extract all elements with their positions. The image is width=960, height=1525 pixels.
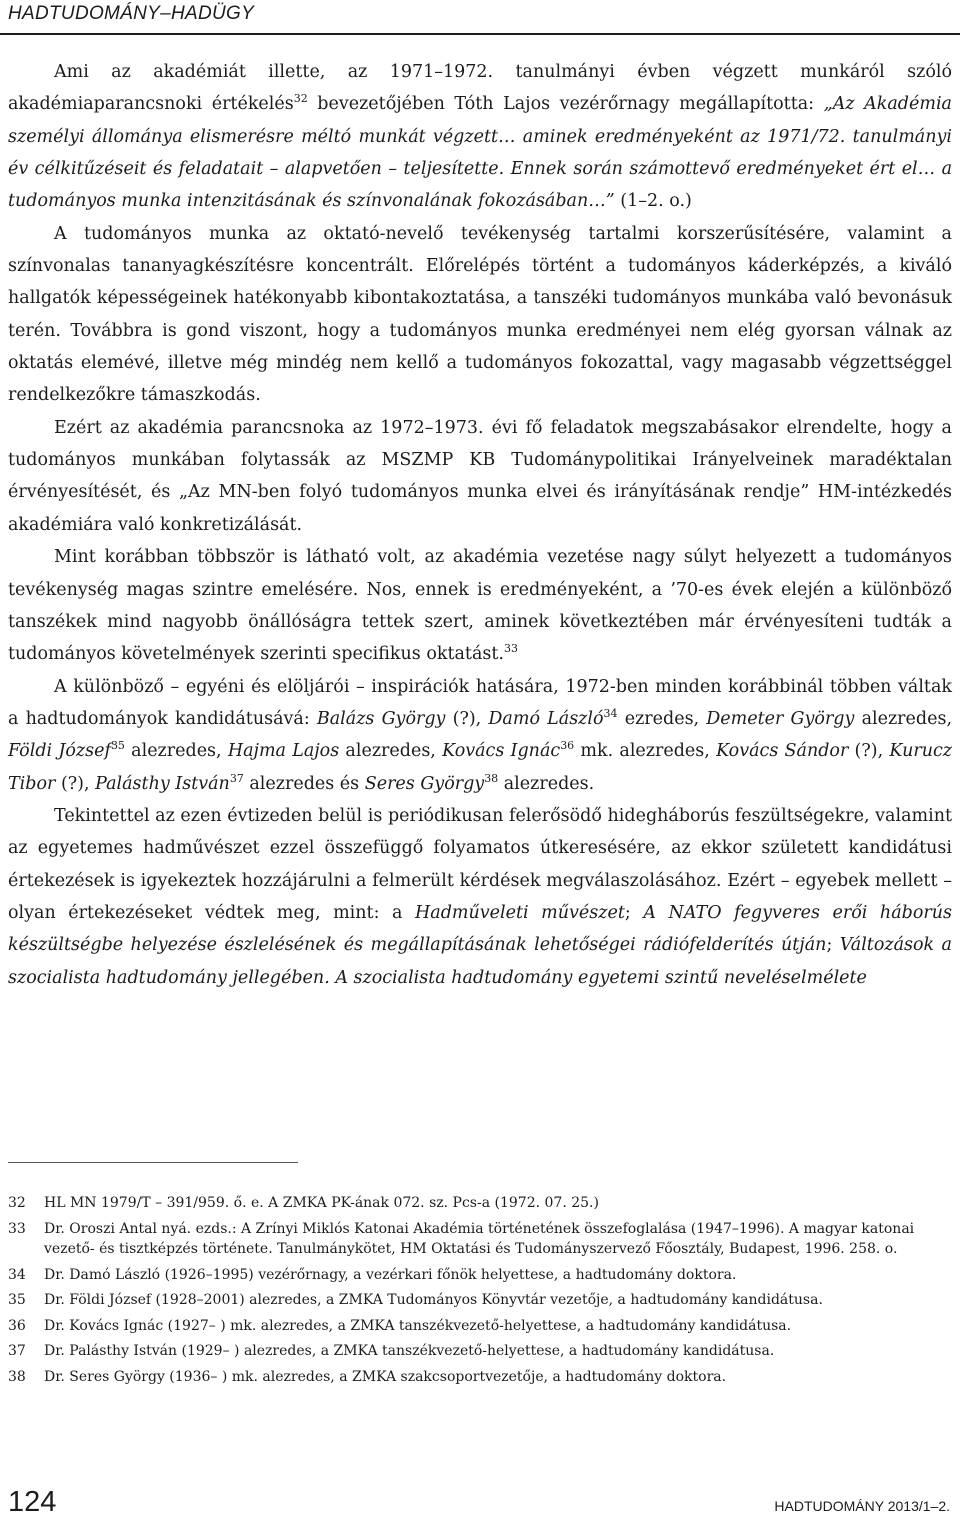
article-body xyxy=(8,56,952,994)
paragraph: A tudományos munka az oktató-nevelő tevékenység tartalmi korszerűsítésére, valamint a színvonalas tananyagkészítésre koncentrált. Előrelépés történt a tudományos káderképzés, a kiváló hallgatók képességeinek hatékonyabb kibontakoztatása, a tanszéki tudományos munkába való bevonásuk terén. Továbbra is gond viszont, hogy a tudományos munka eredményei nem elég gyorsan válnak az oktatás elemévé, illetve még mindég nem kellő a tudományos fokozattal, vagy magasabb végzettséggel rendelkezőkre támaszkodás. xyxy=(8,223,952,406)
footnote-text: Dr. Oroszi Antal nyá. ezds.: A Zrínyi Miklós Katonai Akadémia történetének összefoglalása (1947–1996). A magyar katonai vezető- és tisztképzés története. Tanulmánykötet, HM Oktatási és Tudományszervező Főosztály, Budapest, 1996. 258. o. xyxy=(44,1220,915,1257)
text-run: alezredes, xyxy=(339,741,443,762)
paragraph xyxy=(8,541,952,670)
footnote-number: 38 xyxy=(8,1368,26,1385)
footnote xyxy=(8,1193,954,1214)
header-divider xyxy=(0,33,960,35)
text-run: alezredes, xyxy=(854,708,953,729)
text-run: alezredes. xyxy=(498,773,595,794)
footnote-number: 36 xyxy=(8,1317,26,1334)
running-header: HADTUDOMÁNY–HADÜGY xyxy=(8,3,255,24)
footnote-text: Dr. Kovács Ignác (1927– ) mk. alezredes, a ZMKA tanszékvezető-helyettese, a hadtudomány kandidátusa. xyxy=(44,1317,792,1334)
text-run: Tekintettel az ezen évtizeden belül is periódikusan felerősödő hidegháborús feszültségekre, valamint az egyetemes hadművészet ezzel összefüggő folyamatos útkeresésére, az ekkor született kandidátusi értekezések is igyekeztek hozzájárulni a felmerült kérdések megválaszolásához. Ezért – egyebek mellett – olyan értekezéseket védtek meg, mint: a xyxy=(8,805,952,923)
footnote xyxy=(8,1265,954,1286)
person-name: Palásthy István xyxy=(95,773,230,794)
person-name: Balázs György xyxy=(316,708,446,729)
text-run: Ami az akadémiát illette, az 1971–1972. tanulmányi évben végzett munkáról szóló akadémiaparancsnoki értékelés xyxy=(8,62,952,115)
person-name: Kovács Ignác xyxy=(442,741,561,762)
footnote-number: 37 xyxy=(8,1343,26,1359)
footnote-text: HL MN 1979/T – 391/959. ő. e. A ZMKA PK-ának 072. sz. Pcs-a (1972. 07. 25.) xyxy=(44,1195,599,1211)
footnote xyxy=(8,1316,954,1337)
person-name: Kovács Sándor xyxy=(716,741,849,762)
footnote-divider xyxy=(8,1162,298,1163)
paragraph: Ezért az akadémia parancsnoka az 1972–1973. évi fő feladatok megszabásakor elrendelte, hogy a tudományos munkában folytassák az MSZMP KB Tudománypolitikai Irányelveinek maradéktalan érvényesítését, és „Az MN-ben folyó tudományos munka elvei és irányításának rendje” HM-intézkedés akadémiára való konkretizálását. xyxy=(8,417,952,535)
person-name: Kurucz Tibor xyxy=(8,741,953,794)
footnote-text: Dr. Földi József (1928–2001) alezredes, a ZMKA Tudományos Könyvtár vezetője, a hadtudomány kandidátusa. xyxy=(44,1292,823,1308)
footnote-ref: 37 xyxy=(229,771,244,785)
person-name: Földi József xyxy=(8,741,111,762)
text-run: (?), xyxy=(55,773,96,794)
quotation: „Az Akadémia személyi állománya elismerésre méltó munkát végzett… aminek eredményeként az 1971/72. tanulmányi év célkitűzéseit és feladatait – alapvetően – teljesítette. Ennek során számottevő eredményeket ért el… a tudományos munka intenzitásának és színvonalának fokozásában…” xyxy=(8,94,952,212)
thesis-title: Hadműveleti művészet xyxy=(415,902,625,923)
journal-issue-label: HADTUDOMÁNY 2013/1–2. xyxy=(774,1498,950,1514)
paragraph xyxy=(8,800,952,994)
text-run: A különböző – egyéni és elöljárói – inspirációk hatására, 1972-ben minden korábbinál többen váltak a hadtudományok kandidátusává: xyxy=(8,676,952,729)
footnote-ref: 33 xyxy=(503,642,518,656)
text-run: (?), xyxy=(445,708,489,729)
footnotes xyxy=(8,1193,954,1392)
paragraph xyxy=(8,56,952,218)
footnote xyxy=(8,1367,954,1388)
footnote-ref: 34 xyxy=(603,706,618,720)
footnote-ref: 32 xyxy=(293,92,308,106)
footnote-text: Dr. Damó László (1926–1995) vezérőrnagy, a vezérkari főnök helyettese, a hadtudomány doktora. xyxy=(44,1266,737,1283)
text-run: ; xyxy=(826,935,840,956)
person-name: Hajma Lajos xyxy=(227,741,340,762)
footnote-number: 33 xyxy=(8,1220,26,1237)
footnote-text: Dr. Palásthy István (1929– ) alezredes, a ZMKA tanszékvezető-helyettese, a hadtudomány kandidátusa. xyxy=(44,1343,775,1359)
footnote xyxy=(8,1341,954,1362)
footnote-ref: 36 xyxy=(560,739,575,753)
footnote xyxy=(8,1290,954,1311)
text-run: alezredes és xyxy=(243,773,365,794)
thesis-title: Változások a szocialista hadtudomány jellegében. A szocialista hadtudomány egyetemi szintű neveléselmélete xyxy=(8,935,952,988)
person-name: Seres György xyxy=(364,773,485,794)
page-number: 124 xyxy=(8,1486,57,1518)
text-run: ; xyxy=(624,902,644,923)
footnote-ref: 35 xyxy=(110,739,125,753)
text-run: ezredes, xyxy=(617,708,707,729)
footnote-number: 34 xyxy=(8,1266,26,1283)
text-run: Mint korábban többször is látható volt, az akadémia vezetése nagy súlyt helyezett a tudományos tevékenység magas szintre emelésére. Nos, ennek is eredményeként, a ’70-es évek elején a különböző tanszékek mind nagyobb önállóságra tettek szert, aminek következtében már érvényesíteni tudták a tudományos követelmények szerinti specifikus oktatást. xyxy=(8,547,952,665)
person-name: Demeter György xyxy=(706,708,855,729)
person-name: Damó László xyxy=(488,708,604,729)
text-run: (1–2. o.) xyxy=(614,191,692,212)
text-run: bevezetőjében Tóth Lajos vezérőrnagy megállapította: xyxy=(307,94,824,115)
footnote-text: Dr. Seres György (1936– ) mk. alezredes, a ZMKA szakcsoportvezetője, a hadtudomány doktora. xyxy=(44,1368,727,1385)
text-run: mk. alezredes, xyxy=(574,741,717,762)
paragraph xyxy=(8,671,952,800)
footnote-number: 35 xyxy=(8,1292,26,1308)
footnote xyxy=(8,1219,954,1260)
text-run: (?), xyxy=(848,741,890,762)
footnote-ref: 38 xyxy=(484,771,499,785)
footnote-number: 32 xyxy=(8,1195,26,1211)
text-run: alezredes, xyxy=(124,741,228,762)
thesis-title: A NATO fegyveres erői háborús készültségbe helyezése észlelésének és megállapításának lehetőségei rádiófelderítés útján xyxy=(8,902,952,956)
